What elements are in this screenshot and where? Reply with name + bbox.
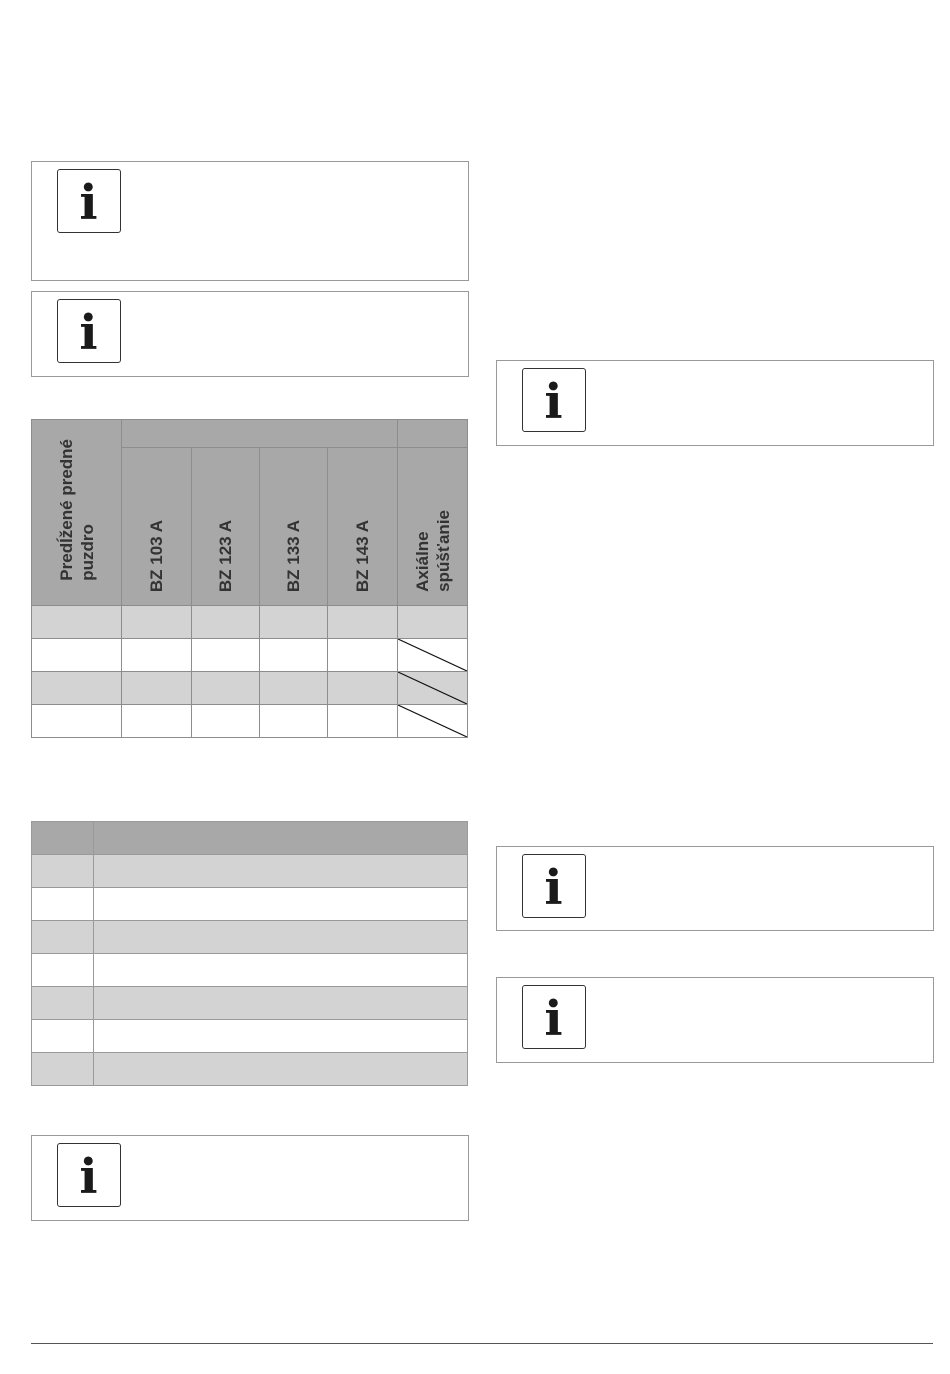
table-row — [32, 639, 468, 672]
not-applicable-cell — [398, 639, 468, 672]
table-row — [32, 705, 468, 738]
table-header-cell: BZ 103 A — [122, 448, 192, 606]
table-row — [32, 855, 468, 888]
info-note-box — [31, 161, 469, 281]
table-row — [32, 987, 468, 1020]
svg-text:i: i — [79, 175, 98, 231]
table-header-cell: BZ 133 A — [260, 448, 328, 606]
table-header-cell: BZ 123 A — [192, 448, 260, 606]
table-header-row — [32, 822, 468, 855]
table-header-cell: BZ 143 A — [328, 448, 398, 606]
table-row — [32, 606, 468, 639]
table-row — [32, 672, 468, 705]
table-row — [32, 1053, 468, 1086]
compatibility-table — [31, 419, 468, 738]
info-icon — [522, 854, 586, 918]
table-header-group-cell — [122, 420, 398, 448]
svg-text:i: i — [544, 991, 563, 1047]
list-table — [31, 821, 468, 1086]
info-icon — [522, 368, 586, 432]
info-icon — [57, 299, 121, 363]
svg-text:i: i — [544, 374, 563, 430]
not-applicable-cell — [398, 672, 468, 705]
info-icon — [522, 985, 586, 1049]
info-note-box — [496, 846, 934, 931]
table-row — [32, 888, 468, 921]
table-row — [32, 1020, 468, 1053]
table-header-cell: Predĺžené predné puzdro — [32, 420, 122, 606]
footer-divider — [31, 1343, 933, 1344]
info-icon — [57, 169, 121, 233]
svg-text:i: i — [79, 305, 98, 361]
table-header-cell: Axiálne spúšťanie — [398, 448, 468, 606]
table-row — [32, 954, 468, 987]
info-note-box — [496, 977, 934, 1063]
table-row — [32, 921, 468, 954]
info-icon — [57, 1143, 121, 1207]
svg-text:i: i — [79, 1149, 98, 1205]
info-note-box — [31, 1135, 469, 1221]
info-note-box — [496, 360, 934, 446]
info-note-box — [31, 291, 469, 377]
not-applicable-cell — [398, 705, 468, 738]
table-header-group-cell — [398, 420, 468, 448]
svg-text:i: i — [544, 860, 563, 916]
